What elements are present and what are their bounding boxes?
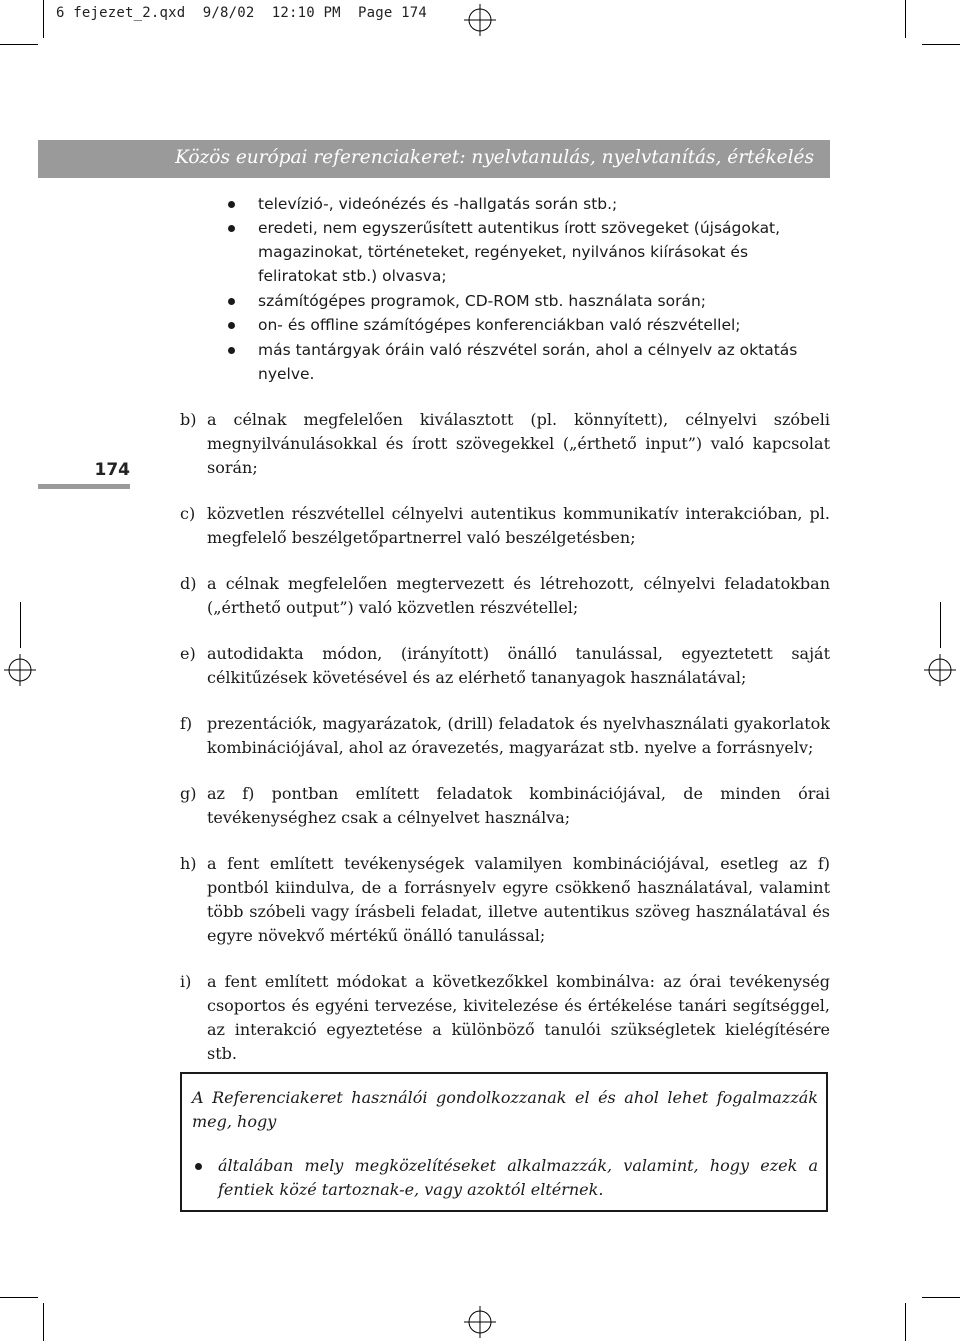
list-item: más tantárgyak óráin való részvétel során, ahol a célnyelv az oktatás nyelve. [180, 338, 830, 386]
list-item: on- és offline számítógépes konferenciákban való részvétellel; [180, 313, 830, 337]
reflection-intro: A Referenciakeret használói gondolkozzanak el és ahol lehet fogalmazzák meg, hogy [192, 1088, 818, 1131]
item-text: az f) pontban említett feladatok kombinációjával, de minden órai tevékenységhez csak a célnyelvet használva; [207, 783, 830, 827]
item-text: közvetlen részvétellel célnyelvi autentikus kommunikatív interakcióban, pl. megfelelő beszélgetőpartnerrel való beszélgetésben; [207, 503, 830, 547]
item-label: b) [180, 409, 197, 429]
item-label: d) [180, 573, 197, 593]
list-item: számítógépes programok, CD-ROM stb. használata során; [180, 289, 830, 313]
item-label: i) [180, 971, 192, 991]
bullet-icon [195, 1163, 202, 1170]
running-header [38, 140, 830, 178]
crop-mark [922, 1297, 960, 1298]
list-item [180, 572, 830, 620]
item-label: c) [180, 503, 196, 523]
page-number: 174 [94, 460, 130, 480]
bullet-icon [228, 201, 235, 208]
list-item [180, 642, 830, 690]
list-item [180, 852, 830, 948]
item-label: e) [180, 643, 196, 663]
list-item [180, 782, 830, 830]
list-item [192, 1154, 818, 1202]
list-item [180, 712, 830, 760]
reflection-box [180, 1072, 828, 1212]
item-text: prezentációk, magyarázatok, (drill) feladatok és nyelvhasználati gyakorlatok kombinációjával, ahol az óravezetés, magyarázat stb. nyelve a forrásnyelv; [207, 713, 830, 757]
crop-mark [20, 602, 21, 648]
main-content [180, 192, 830, 1066]
crop-mark [940, 602, 941, 648]
crop-mark [905, 0, 906, 38]
list-item [180, 970, 830, 1066]
item-text: a célnak megfelelően megtervezett és létrehozott, célnyelvi feladatokban („érthető output”) való közvetlen részvétellel; [207, 573, 830, 617]
item-text: a célnak megfelelően kiválasztott (pl. könnyített), célnyelvi szóbeli megnyilvánulásokkal és írott szövegekkel („érthető input”) való kapcsolat során; [207, 409, 830, 477]
bullet-icon [228, 322, 235, 329]
registration-mark-icon [464, 4, 496, 36]
list-item: televízió-, videónézés és -hallgatás során stb.; [180, 192, 830, 216]
registration-mark-icon [4, 654, 36, 686]
page-number-rule [38, 484, 130, 489]
crop-mark [0, 44, 38, 45]
crop-mark [905, 1303, 906, 1341]
item-text: autodidakta módon, (irányított) önálló tanulással, egyeztetett saját célkitűzések követésével és az elérhető tananyagok használatával; [207, 643, 830, 687]
bullet-icon [228, 298, 235, 305]
registration-mark-icon [464, 1306, 496, 1338]
list-item [180, 502, 830, 550]
item-label: h) [180, 853, 197, 873]
crop-mark [0, 1297, 38, 1298]
bullet-icon [228, 225, 235, 232]
item-text: a fent említett módokat a következőkkel kombinálva: az órai tevékenység csoportos és egyéni tervezése, kivitelezése és értékelése tanári segítséggel, az interakció egyeztetése a különböző tanulói szükségletek kielégítésére stb. [207, 971, 830, 1063]
page-number-block [38, 460, 130, 489]
list-item [180, 408, 830, 480]
list-item: eredeti, nem egyszerűsített autentikus írott szövegeket (újságokat, magazinokat, történeteket, regényeket, nyilvános kiírásokat és feliratokat stb.) olvasva; [180, 216, 830, 288]
crop-mark [43, 1303, 44, 1341]
running-header-title: Közös európai referenciakeret: nyelvtanulás, nyelvtanítás, értékelés [175, 147, 814, 168]
crop-mark [43, 0, 44, 38]
registration-mark-icon [924, 654, 956, 686]
print-slug: 6 fejezet_2.qxd 9/8/02 12:10 PM Page 174 [56, 5, 428, 21]
item-label: g) [180, 783, 197, 803]
crop-mark [922, 44, 960, 45]
item-text: a fent említett tevékenységek valamilyen kombinációjával, esetleg az f) pontból kiindulva, de a forrásnyelv egyre csökkenő használatával, valamint több szóbeli vagy írásbeli feladat, illetve autentikus szöveg használatával és egyre növekvő mértékű önálló tanulással; [207, 853, 830, 945]
item-label: f) [180, 713, 193, 733]
reflection-bullet-text: általában mely megközelítéseket alkalmazzák, valamint, hogy ezek a fentiek közé tartoznak-e, vagy azoktól eltérnek. [218, 1156, 818, 1199]
bullet-icon [228, 347, 235, 354]
bullet-list [180, 192, 830, 386]
